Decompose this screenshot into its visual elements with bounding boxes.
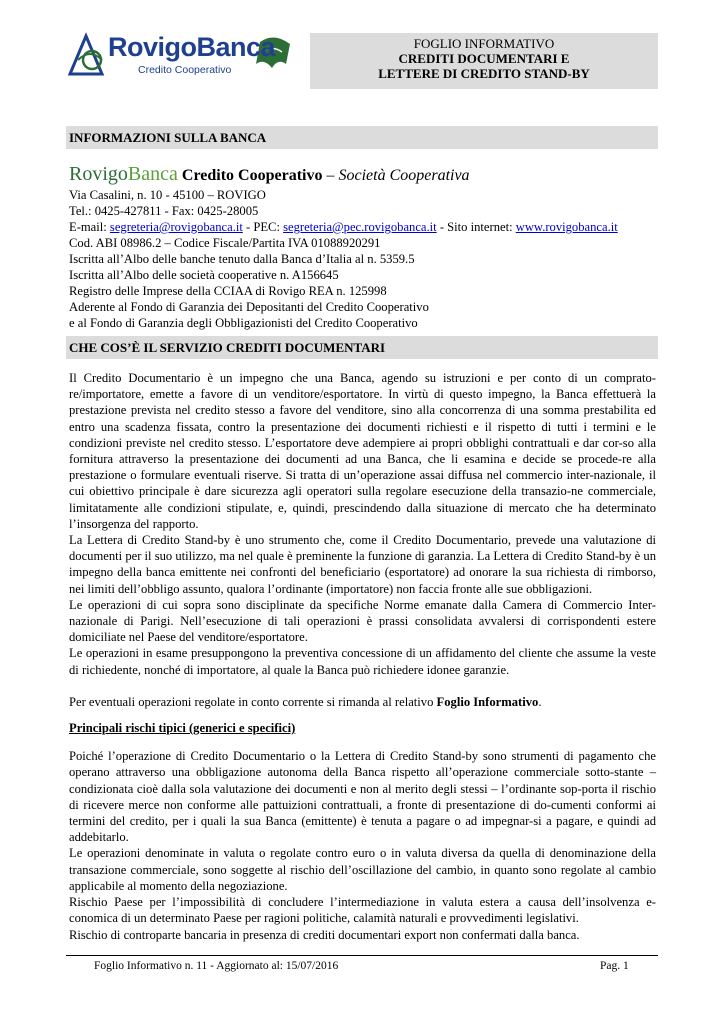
bank-fondo-2: e al Fondo di Garanzia degli Obbligazionisti del Credito Cooperativo bbox=[69, 316, 418, 330]
footer-page-number: Pag. 1 bbox=[600, 960, 629, 972]
web-label: - Sito internet: bbox=[436, 220, 516, 234]
service-p5-end: . bbox=[538, 694, 542, 709]
email-link[interactable]: segreteria@rovigobanca.it bbox=[109, 220, 243, 234]
bank-name-sep: – bbox=[322, 167, 339, 184]
bank-albo-banche: Iscritta all’Albo delle banche tenuto dalla Banca d’Italia al n. 5359.5 bbox=[69, 252, 415, 266]
header-line-3: LETTERE DI CREDITO STAND-BY bbox=[378, 66, 590, 81]
risks-title: Principali rischi tipici (generici e specifici) bbox=[69, 721, 296, 736]
bank-phone: Tel.: 0425-427811 - Fax: 0425-28005 bbox=[69, 204, 259, 218]
footer-left: Foglio Informativo n. 11 - Aggiornato al: 15/07/2016 bbox=[94, 960, 339, 972]
header-line-2: CREDITI DOCUMENTARI E bbox=[398, 51, 570, 66]
website-link[interactable]: www.rovigobanca.it bbox=[515, 220, 618, 234]
bank-name-type: Società Cooperativa bbox=[338, 167, 470, 184]
bank-name-line bbox=[69, 164, 659, 186]
bank-name-banca: Banca bbox=[127, 163, 178, 185]
bank-name-cc: Credito Cooperativo bbox=[181, 167, 323, 184]
risks-paragraph-2: Le operazioni denominate in valuta o regolate contro euro o in valuta diversa da quella di denominazione della transazione commerciale, sono soggette al rischio dell’oscillazione del cambio, in quanto sono regolate al cambio applicabile al momento della negoziazione. bbox=[69, 846, 656, 893]
service-paragraph-4: Le operazioni in esame presuppongono la preventiva concessione di un affidamento del cliente che assume la veste di richiedente, nonché di importatore, al quale la Banca può richiedere idonee garanzie. bbox=[69, 646, 656, 677]
pec-link[interactable]: segreteria@pec.rovigobanca.it bbox=[283, 220, 437, 234]
bank-address: Via Casalini, n. 10 - 45100 – ROVIGO bbox=[69, 188, 266, 202]
bank-fondo-1: Aderente al Fondo di Garanzia dei Depositanti del Credito Cooperativo bbox=[69, 300, 429, 314]
section-service-title: CHE COS’È IL SERVIZIO CREDITI DOCUMENTARI bbox=[66, 336, 658, 359]
service-paragraph-2: La Lettera di Credito Stand-by è uno strumento che, come il Credito Documentario, prevede una valutazione di documenti per il suo utilizzo, ma nel quale è preminente la funzione di garanzia. La Lettera di Credito Stand-by è un impegno della banca emittente nei confronti del beneficiario (esportatore) ad onorare la sua richiesta di rimborso, nei limiti dell’obbligo assunto, qualora l’ordinante (importatore) non faccia fronte alle sue obbligazioni. bbox=[69, 533, 656, 596]
risks-paragraph-1: Poiché l’operazione di Credito Documentario o la Lettera di Credito Stand-by sono strumenti di pagamento che operano attraverso una obbligazione autonoma della Banca rispetto all’operazione commerciale sotto-stante – condizionata cioè dalla sola valutazione dei documenti e non al merito degli stessi – l’ordinante sop-porta il rischio di ricevere merce non conforme alle pattuizioni contrattuali, a fronte di presentazione di do-cumenti conformi ai termini del credito, per i quali la sua Banca (emittente) è tenuta a pagare o ad impegnar-si a pagare, e quindi ad addebitarlo. bbox=[69, 749, 656, 845]
bank-contacts bbox=[69, 219, 659, 235]
bank-albo-coop: Iscritta all’Albo delle società cooperative n. A156645 bbox=[69, 268, 339, 282]
risks-paragraph-3: Rischio Paese per l’impossibilità di concludere l’intermediazione in valuta estera a causa dell’insolvenza e-conomica di un determinato Paese per ragioni politiche, calamità naturali e provvedimenti legislativi. bbox=[69, 895, 656, 926]
logo-brand-name: RovigoBanca bbox=[108, 32, 276, 62]
email-label: E-mail: bbox=[69, 220, 110, 234]
service-paragraph-5 bbox=[69, 694, 656, 710]
pec-label: - PEC: bbox=[242, 220, 284, 234]
bank-name-rovigo: Rovigo bbox=[69, 163, 128, 185]
footer-rule bbox=[66, 955, 658, 956]
service-p5-text: Per eventuali operazioni regolate in conto corrente si rimanda al relativo bbox=[69, 694, 437, 709]
risks-paragraph-4: Rischio di controparte bancaria in presenza di crediti documentari export non confermati dalla banca. bbox=[69, 927, 580, 942]
header-line-1: FOGLIO INFORMATIVO bbox=[413, 36, 555, 51]
section-bank-info-title: INFORMAZIONI SULLA BANCA bbox=[66, 126, 658, 149]
service-paragraph-1: Il Credito Documentario è un impegno che una Banca, agendo su istruzioni e per conto di un comprato-re/importatore, emette a favore di un venditore/esportatore. In virtù di questo impegno, la Banca effettuerà la prestazione prevista nel credito stesso a favore del venditore, sino alla concorrenza di una somma prestabilita ed entro una scadenza fissata, contro la presentazione dei documenti richiesti e il rispetto di tutti i termini e le condizioni previste nel credito stesso. L’esportatore deve adempiere ai propri obblighi contrattuali e dar cor-so alla fornitura attraverso la presentazione dei documenti ad una Banca, che li esamina e decide se procede-re alla prestazione o formulare eventuali riserve. Si tratta di un’operazione assai diffusa nel commercio inter-nazionale, il cui obiettivo principale è dare sicurezza agli operatori sulla regolare esecuzione della transazio-ne commerciale, limitatamente alle condizioni stipulate, e, quindi, prescindendo dalla situazione di mercato che ha determinato l’insorgenza del rapporto. bbox=[69, 371, 656, 531]
document-header bbox=[310, 33, 658, 89]
bank-info-block bbox=[69, 164, 659, 331]
service-description bbox=[69, 370, 656, 943]
logo-brand-subtitle: Credito Cooperativo bbox=[138, 64, 232, 76]
bank-registro: Registro delle Imprese della CCIAA di Rovigo REA n. 125998 bbox=[69, 284, 387, 298]
rovigobanca-logo bbox=[68, 30, 296, 84]
service-paragraph-3: Le operazioni di cui sopra sono disciplinate da specifiche Norme emanate dalla Camera di Commercio Inter-nazionale di Parigi. Nell’esecuzione di tali operazioni è prassi consolidata avvalersi di corrispondenti estere domiciliate nel Paese del venditore/esportatore. bbox=[69, 597, 656, 645]
foglio-informativo-ref: Foglio Informativo bbox=[436, 694, 539, 709]
bank-abi: Cod. ABI 08986.2 – Codice Fiscale/Partita IVA 01088920291 bbox=[69, 236, 381, 250]
